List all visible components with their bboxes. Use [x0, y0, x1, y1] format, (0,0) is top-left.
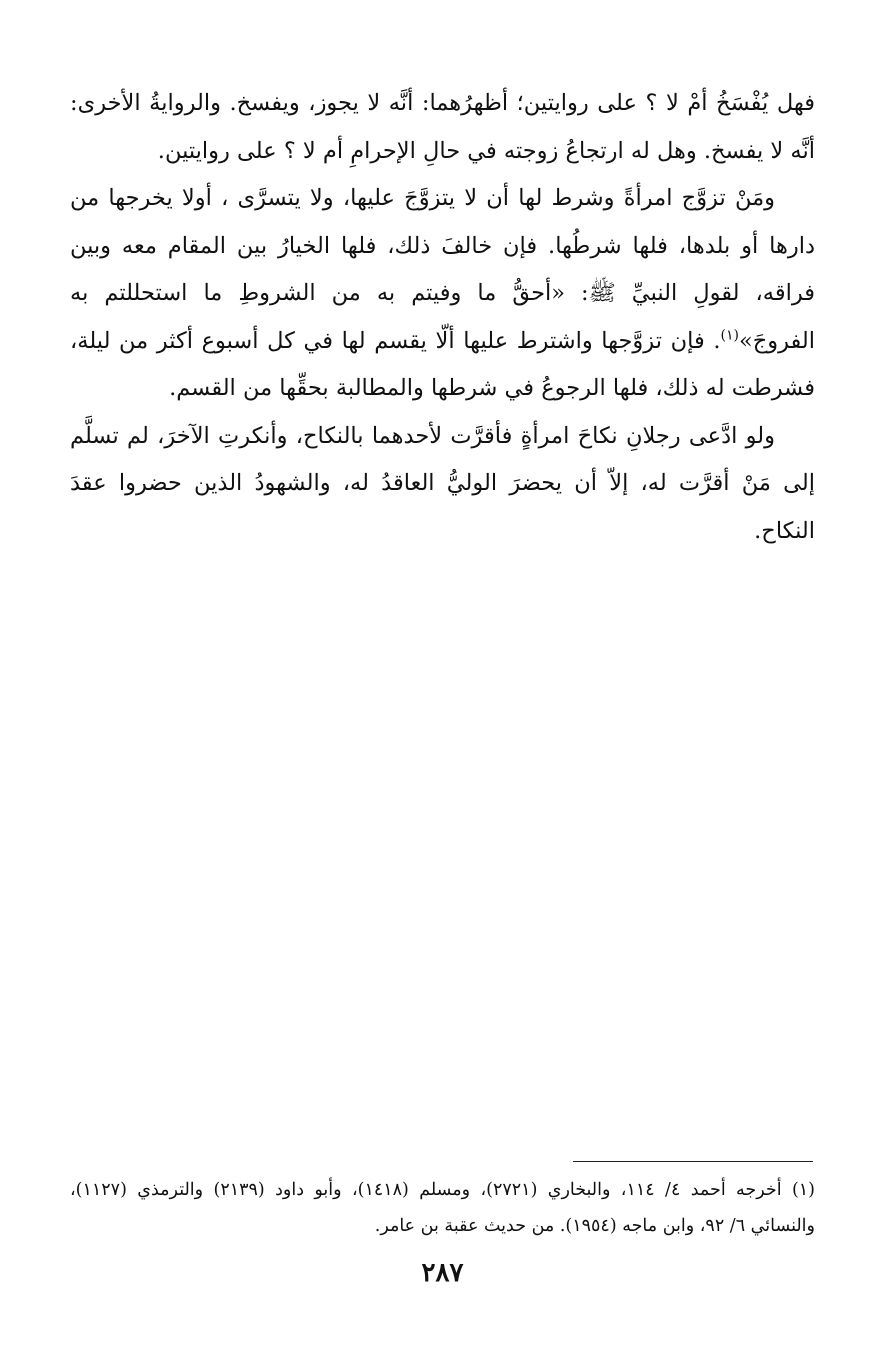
paragraph-3-text: ولو ادَّعى رجلانِ نكاحَ امرأةٍ فأقرَّت لأحدهما بالنكاح، وأنكرتِ الآخرَ، لم تسلَّم إلى مَنْ أقرَّت له، إلاّ أن يحضرَ الوليُّ العاقدُ له، والشهودُ الذين حضروا عقدَ النكاح.: [70, 422, 815, 544]
page-number: ٢٨٧: [421, 1258, 464, 1288]
footnotes: [70, 1172, 815, 1244]
paragraph-2-text-before-footnote: ومَنْ تزوَّج امرأةً وشرط لها أن لا يتزوَّجَ عليها، ولا يتسرَّى ، أولا يخرجها من دارها أو بلدها، فلها شرطُها. فإن خالفَ ذلك، فلها الخيارُ بين المقام معه وبين فراقه، لقولِ النبيِّ ﷺ: «أحقُّ ما وفيتم به من الشروطِ ما استحللتم به الفروجَ»: [70, 185, 815, 354]
footnote-divider: [573, 1161, 813, 1162]
paragraph-3: [70, 413, 815, 556]
main-text: [70, 80, 815, 555]
paragraph-1-text: فهل يُفْسَخُ أمْ لا ؟ على روايتين؛ أظهرُهما: أنَّه لا يجوز، ويفسخ. والروايةُ الأخرى: أنَّه لا يفسخ. وهل له ارتجاعُ زوجته في حالِ الإحرامِ أم لا ؟ على روايتين.: [70, 90, 815, 164]
paragraph-1: [70, 80, 815, 175]
footnote-1: (١) أخرجه أحمد ٤/ ١١٤، والبخاري (٢٧٢١)، ومسلم (١٤١٨)، وأبو داود (٢١٣٩) والترمذي (١١٢٧)، والنسائي ٦/ ٩٢، وابن ماجه (١٩٥٤). من حديث عقبة بن عامر.: [70, 1180, 815, 1236]
footnote-reference-1[interactable]: (١): [720, 327, 739, 343]
paragraph-2-text-after-footnote: . فإن تزوَّجها واشترط عليها ألّا يقسم لها في كل أسبوع أكثر من ليلة، فشرطت له ذلك، فلها الرجوعُ في شرطها والمطالبة بحقِّها من القسم.: [70, 327, 815, 401]
paragraph-2: [70, 175, 815, 413]
